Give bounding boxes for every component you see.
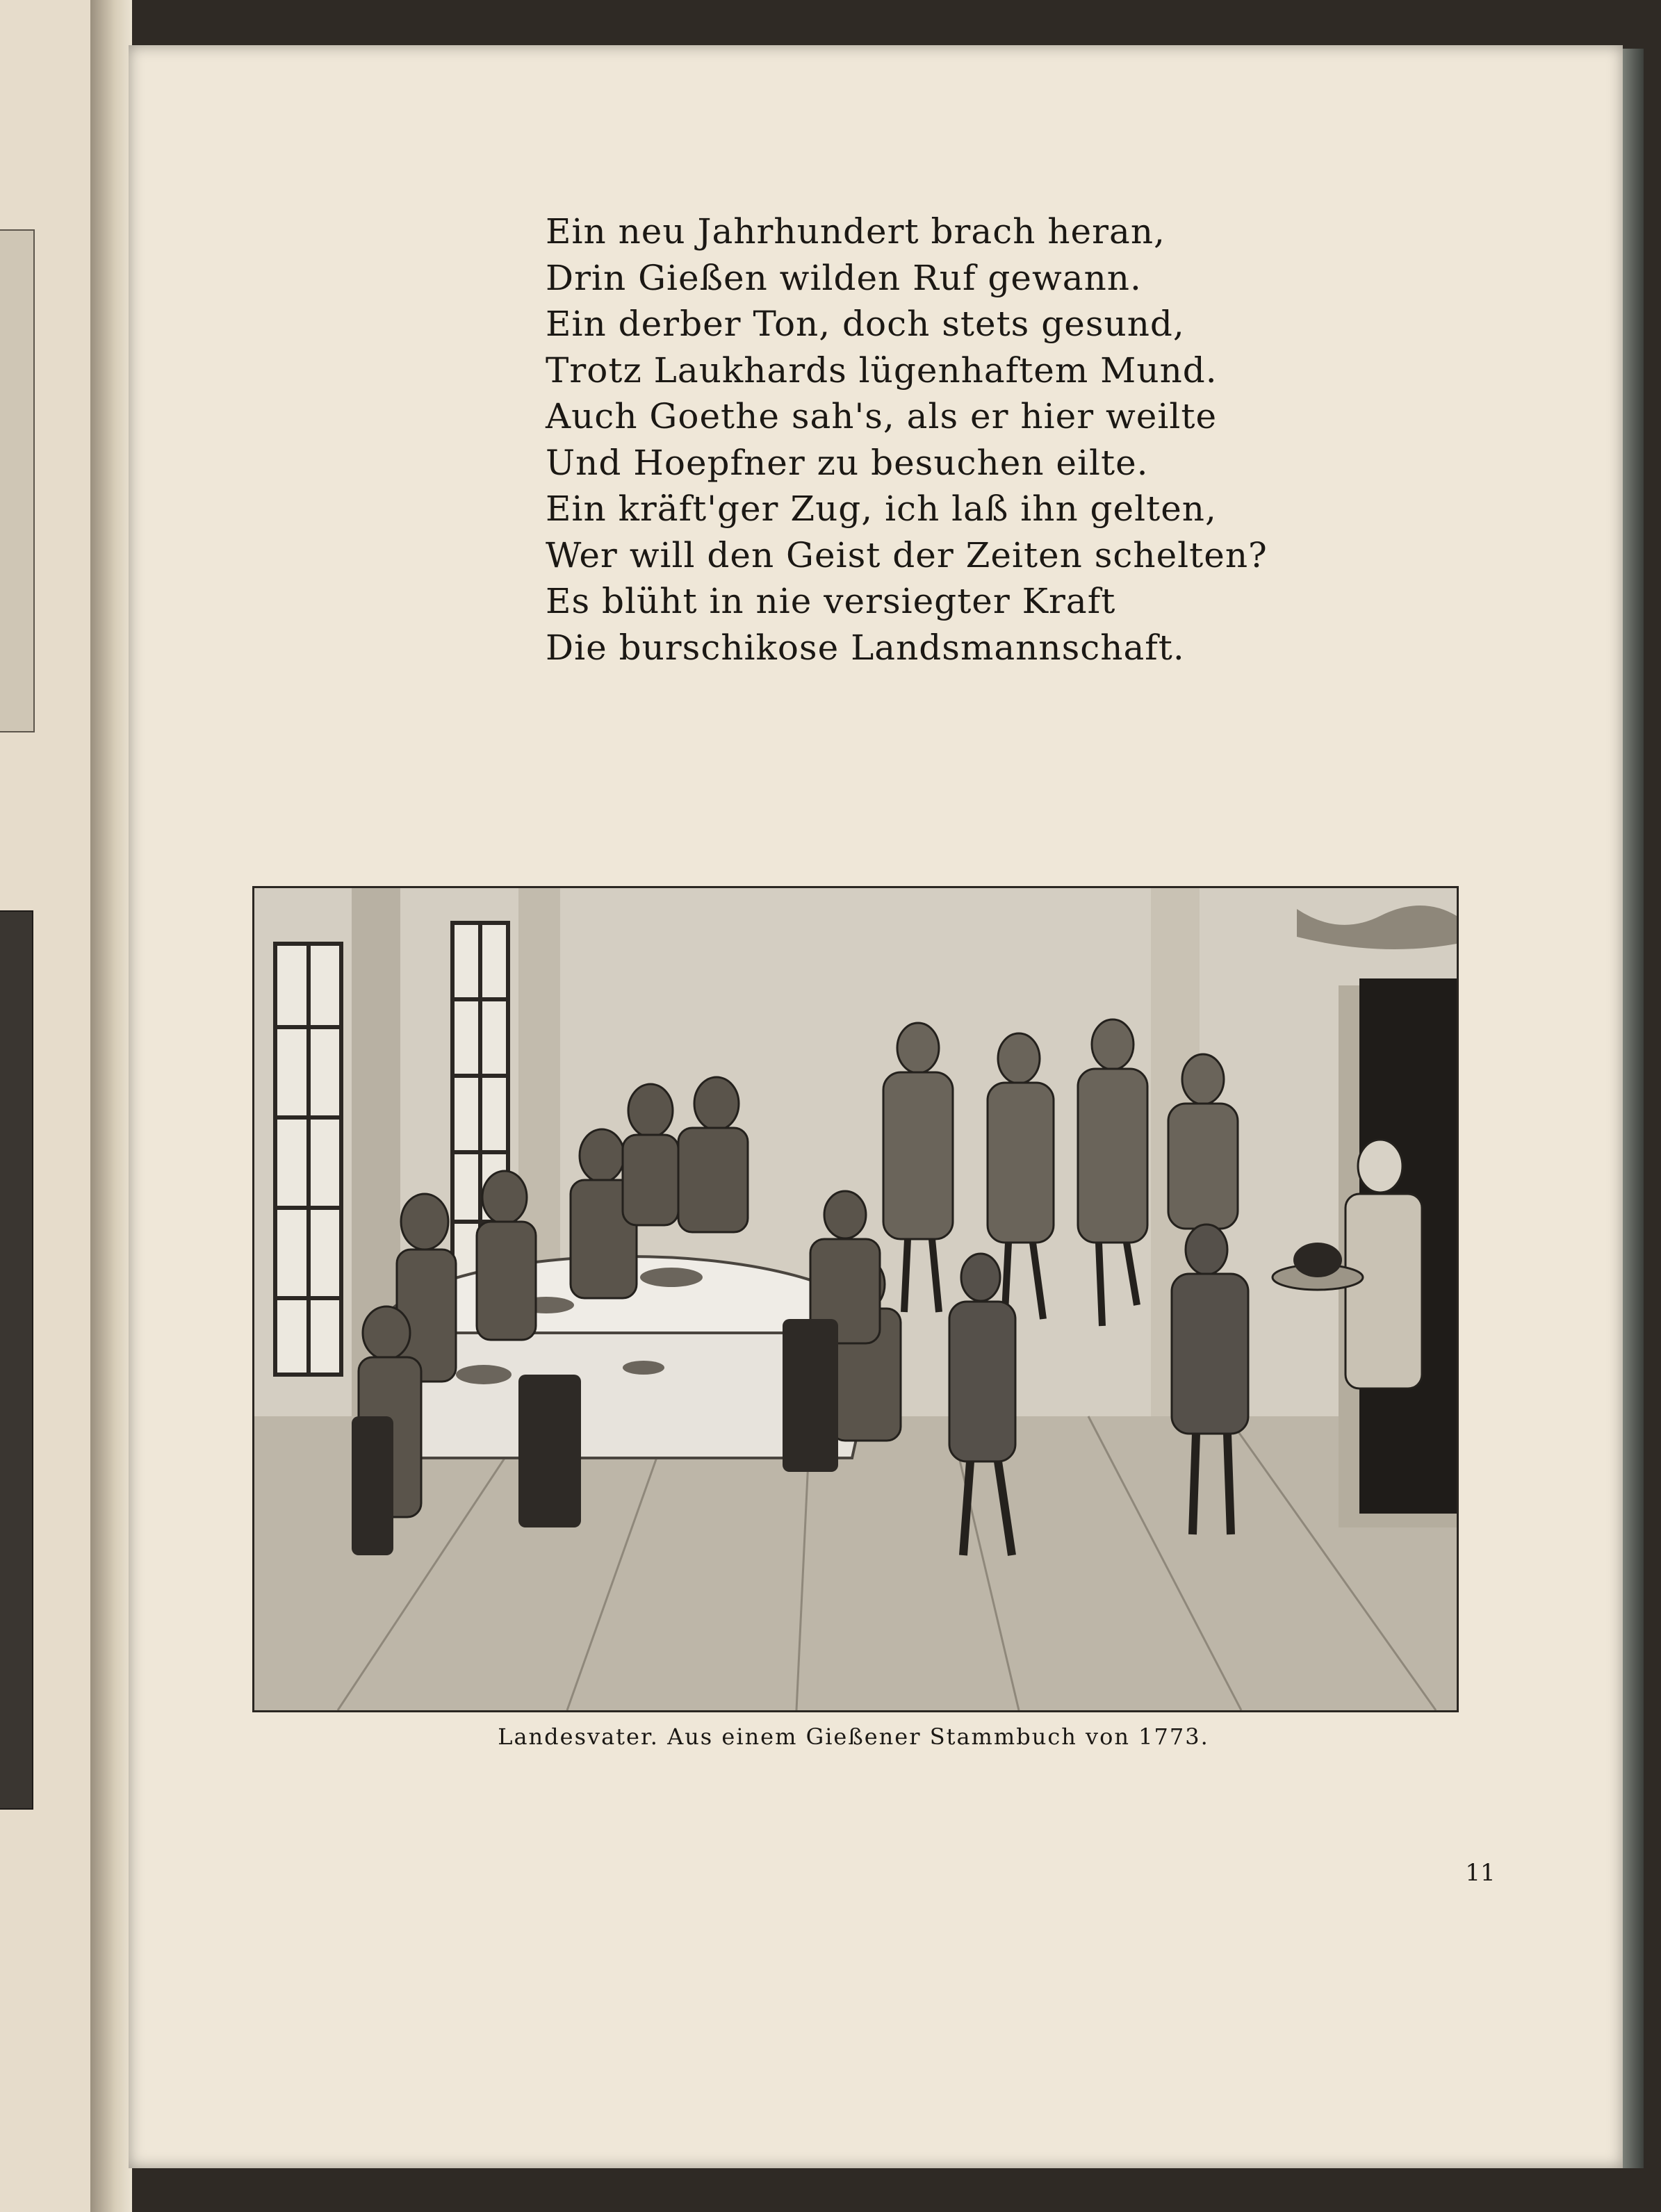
left-page-edge	[0, 0, 104, 2212]
poem-line: Auch Goethe sah's, als er hier weilte	[546, 396, 1218, 436]
poem-line: Und Hoepfner zu besuchen eilte.	[546, 442, 1149, 483]
illustration-drawing	[254, 888, 1457, 1710]
poem	[546, 208, 1268, 671]
poem-line: Ein neu Jahrhundert brach heran,	[546, 211, 1165, 252]
figure-caption: Landesvater. Aus einem Gießener Stammbuch von 1773.	[498, 1723, 1209, 1750]
page-edge	[1623, 49, 1644, 2168]
page-number: 11	[1465, 1859, 1496, 1887]
poem-line: Die burschikose Landsmannschaft.	[546, 627, 1185, 668]
poem-line: Es blüht in nie versiegter Kraft	[546, 581, 1116, 621]
left-page-illustration-top	[0, 229, 35, 732]
poem-line: Trotz Laukhards lügenhaftem Mund.	[546, 350, 1218, 391]
poem-line: Wer will den Geist der Zeiten schelten?	[546, 534, 1268, 575]
left-page-illustration-bottom	[0, 910, 33, 1810]
landesvater-illustration	[252, 886, 1459, 1712]
poem-line: Ein derber Ton, doch stets gesund,	[546, 304, 1185, 344]
poem-line: Ein kräft'ger Zug, ich laß ihn gelten,	[546, 489, 1217, 529]
poem-line: Drin Gießen wilden Ruf gewann.	[546, 257, 1142, 298]
window-left	[275, 944, 341, 1375]
book-gutter	[90, 0, 132, 2212]
